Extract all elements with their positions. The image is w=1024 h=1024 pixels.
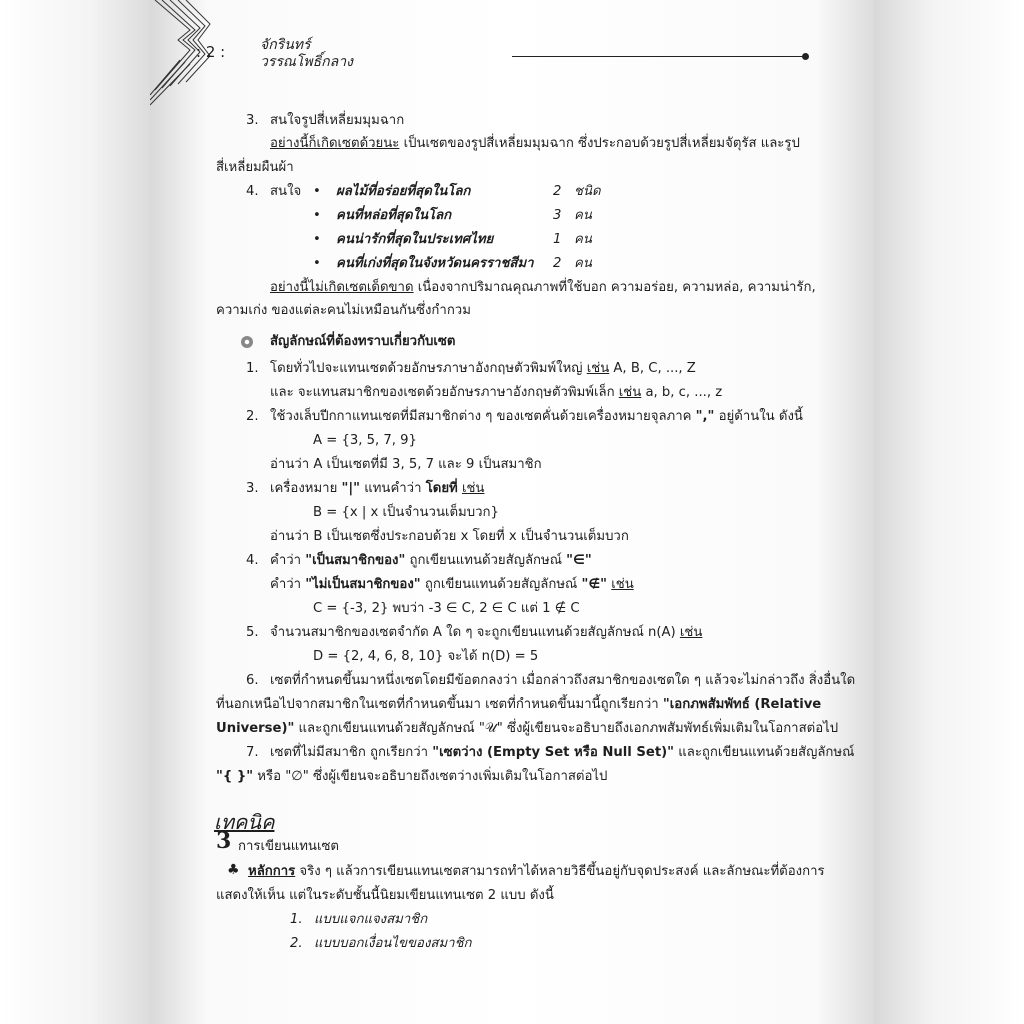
section-bullet-icon bbox=[241, 336, 253, 348]
symbol2-comma-symbol: "," bbox=[695, 409, 715, 424]
symbol4-line2-end: ถูกเขียนแทนด้วยสัญลักษณ์ bbox=[420, 577, 582, 592]
item3-expl-underlined: อย่างนี้ก็เกิดเซตด้วยนะ bbox=[270, 136, 400, 151]
symbol7-label: 7. bbox=[246, 745, 259, 760]
symbol2-line1-text: ใช้วงเล็บปีกกาแทนเซตที่มีสมาชิกต่าง ๆ ของเซตคั่นด้วยเครื่องหมายจุลภาค bbox=[270, 409, 696, 424]
item4-row3-bullet: • bbox=[313, 232, 321, 247]
item4-row3-unit: คน bbox=[574, 232, 592, 247]
symbol4-example: เช่น bbox=[611, 577, 634, 592]
symbol1-line1-text: โดยทั่วไปจะแทนเซตด้วยอักษรภาษาอังกฤษตัวพิมพ์ใหญ่ bbox=[270, 361, 587, 376]
item4-row4-num: 2 bbox=[553, 256, 562, 271]
item3-text: สนใจรูปสี่เหลี่ยมมุมฉาก bbox=[270, 113, 405, 128]
symbol7-line1-end: และถูกเขียนแทนด้วยสัญลักษณ์ bbox=[674, 745, 855, 760]
symbol2-reading: อ่านว่า A เป็นเซตที่มี 3, 5, 7 และ 9 เป็นสมาชิก bbox=[270, 457, 542, 472]
symbol2-line1-end: อยู่ด้านใน ดังนี้ bbox=[714, 409, 803, 424]
item4-row3-num: 1 bbox=[553, 232, 562, 247]
symbol6-line2-text: ที่นอกเหนือไปจากสมาชิกในเซตที่กำหนดขึ้นมา เซตที่กำหนดขึ้นมานี้ถูกเรียกว่า bbox=[216, 697, 663, 712]
technique-list2-label: 2. bbox=[290, 936, 303, 951]
technique-list1-text: แบบแจกแจงสมาชิก bbox=[314, 912, 428, 927]
symbol5-line1-text: จำนวนสมาชิกของเซตจำกัด A ใด ๆ จะถูกเขียนแทนด้วยสัญลักษณ์ n(A) bbox=[270, 625, 680, 640]
symbol7-line2 bbox=[216, 768, 607, 786]
symbol3-such-that: โดยที่ bbox=[425, 481, 458, 496]
symbol4-label: 4. bbox=[246, 553, 259, 568]
element-of-symbol: "∈" bbox=[566, 553, 592, 568]
symbol2-equation: A = {3, 5, 7, 9} bbox=[313, 433, 417, 448]
technique-paragraph-line2: แสดงให้เห็น แต่ในระดับชั้นนี้นิยมเขียนแทนเซต 2 แบบ ดังนี้ bbox=[216, 888, 554, 903]
symbol6-line3 bbox=[216, 720, 838, 738]
symbol6-line1: เซตที่กำหนดขึ้นมาหนึ่งเซตโดยมีข้อตกลงว่า เมื่อกล่าวถึงสมาชิกของเซตใด ๆ แล้วจะไม่กล่าวถึง สิ่งอื่นใด bbox=[270, 673, 856, 688]
item4-row2-unit: คน bbox=[574, 208, 592, 223]
principle-term: หลักการ bbox=[248, 864, 296, 879]
technique-title: เทคนิค bbox=[214, 810, 275, 834]
symbol6-line3-text: และถูกเขียนแทนด้วยสัญลักษณ์ "𝒰" ซึ่งผู้เขียนจะอธิบายถึงเอกภพสัมพัทธ์เพิ่มเติมในโอกาสต่อไป bbox=[294, 721, 839, 736]
item4-row1-text: ผลไม้ที่อร่อยที่สุดในโลก bbox=[336, 184, 471, 199]
symbol4-member-term: "เป็นสมาชิกของ" bbox=[305, 553, 406, 568]
item4-explanation bbox=[270, 279, 816, 297]
symbol3-line1 bbox=[270, 480, 484, 498]
author-line-2: วรรณโพธิ์กลาง bbox=[260, 54, 353, 70]
technique-paragraph bbox=[248, 863, 825, 881]
item4-row1-num: 2 bbox=[553, 184, 562, 199]
symbol5-label: 5. bbox=[246, 625, 259, 640]
symbol4-line1-text: คำว่า bbox=[270, 553, 306, 568]
item4-row3-text: คนน่ารักที่สุดในประเทศไทย bbox=[336, 232, 494, 247]
symbol7-line2-text: หรือ "∅" ซึ่งผู้เขียนจะอธิบายถึงเซตว่างเพิ่มเติมในโอกาสต่อไป bbox=[253, 769, 608, 784]
item4-expl-underlined: อย่างนี้ไม่เกิดเซตเด็ดขาด bbox=[270, 280, 414, 295]
item4-row4-bullet: • bbox=[313, 256, 321, 271]
symbol1-line1-end: A, B, C, ..., Z bbox=[609, 361, 696, 376]
item4-row2-num: 3 bbox=[553, 208, 562, 223]
author-line-1: จักรินทร์ bbox=[260, 37, 311, 53]
symbol1-line2-example: เช่น bbox=[618, 385, 642, 400]
item3-explanation-line2: สี่เหลี่ยมผืนผ้า bbox=[216, 160, 294, 175]
author-name bbox=[260, 37, 353, 71]
item4-expl-rest: เนื่องจากปริมาณคุณภาพที่ใช้บอก ความอร่อย, ความหล่อ, ความน่ารัก, bbox=[413, 280, 816, 295]
symbol7-line1 bbox=[270, 744, 854, 762]
item4-row2-text: คนที่หล่อที่สุดในโลก bbox=[336, 208, 452, 223]
technique-list2-text: แบบบอกเงื่อนไขของสมาชิก bbox=[314, 936, 472, 951]
symbol3-line1-text: เครื่องหมาย bbox=[270, 481, 342, 496]
item4-row4-text: คนที่เก่งที่สุดในจังหวัดนครราชสีมา bbox=[336, 256, 534, 271]
technique-list1-label: 1. bbox=[290, 912, 303, 927]
page-number: : 2 : bbox=[196, 43, 226, 61]
symbol3-reading: อ่านว่า B เป็นเซตซึ่งประกอบด้วย x โดยที่ x เป็นจำนวนเต็มบวก bbox=[270, 529, 629, 544]
right-margin bbox=[874, 0, 1024, 1024]
header-rule-dot bbox=[802, 53, 809, 60]
item4-row1-bullet: • bbox=[313, 184, 321, 199]
item4-row4-unit: คน bbox=[574, 256, 592, 271]
symbol4-not-member-term: "ไม่เป็นสมาชิกของ" bbox=[305, 577, 421, 592]
relative-universe-term-end: Universe)" bbox=[216, 721, 295, 736]
technique-number: 3 bbox=[216, 828, 232, 854]
symbol1-line2-text: และ จะแทนสมาชิกของเซตด้วยอักษรภาษาอังกฤษตัวพิมพ์เล็ก bbox=[270, 385, 619, 400]
symbol4-equation: C = {-3, 2} พบว่า -3 ∈ C, 2 ∈ C แต่ 1 ∉ C bbox=[313, 601, 580, 616]
technique-paragraph-text: จริง ๆ แล้วการเขียนแทนเซตสามารถทำได้หลายวิธีขึ้นอยู่กับจุดประสงค์ และลักษณะที่ต้องการ bbox=[295, 864, 825, 879]
item3-label: 3. bbox=[246, 113, 259, 128]
empty-set-term: "เซตว่าง (Empty Set หรือ Null Set)" bbox=[432, 745, 675, 760]
symbol3-bar-symbol: "|" bbox=[341, 481, 361, 496]
symbol1-label: 1. bbox=[246, 361, 259, 376]
symbol3-equation: B = {x | x เป็นจำนวนเต็มบวก} bbox=[313, 505, 499, 520]
item4-label: 4. bbox=[246, 184, 259, 199]
item4-lead: สนใจ bbox=[270, 184, 302, 199]
item3-expl-rest: เป็นเซตของรูปสี่เหลี่ยมมุมฉาก ซึ่งประกอบด้วยรูปสี่เหลี่ยมจัตุรัส และรูป bbox=[399, 136, 800, 151]
symbol1-line1 bbox=[270, 360, 696, 378]
symbol5-line1 bbox=[270, 624, 702, 642]
symbol1-line1-example: เช่น bbox=[586, 361, 610, 376]
left-margin bbox=[0, 0, 150, 1024]
header-rule bbox=[512, 56, 806, 57]
symbol4-line2 bbox=[270, 576, 634, 594]
symbol1-line2 bbox=[270, 384, 722, 402]
technique-subtitle: การเขียนแทนเซต bbox=[238, 839, 339, 854]
symbol7-line1-text: เซตที่ไม่มีสมาชิก ถูกเรียกว่า bbox=[270, 745, 433, 760]
symbol5-example: เช่น bbox=[679, 625, 703, 640]
not-element-of-symbol: "∉" bbox=[581, 577, 608, 592]
item4-row2-bullet: • bbox=[313, 208, 321, 223]
symbol3-line1-mid: แทนคำว่า bbox=[360, 481, 426, 496]
symbol6-label: 6. bbox=[246, 673, 259, 688]
symbol2-label: 2. bbox=[246, 409, 259, 424]
symbol3-example: เช่น bbox=[461, 481, 485, 496]
relative-universe-term: "เอกภพสัมพัทธ์ (Relative bbox=[662, 697, 822, 712]
item4-row1-unit: ชนิด bbox=[574, 184, 601, 199]
symbol2-line1 bbox=[270, 408, 803, 426]
symbol5-equation: D = {2, 4, 6, 8, 10} จะได้ n(D) = 5 bbox=[313, 649, 539, 664]
symbol3-label: 3. bbox=[246, 481, 259, 496]
symbol4-line2-text: คำว่า bbox=[270, 577, 306, 592]
symbol4-line1 bbox=[270, 552, 592, 570]
club-icon: ♣ bbox=[227, 862, 240, 878]
symbol6-line2 bbox=[216, 696, 821, 714]
item4-explanation-line2: ความเก่ง ของแต่ละคนไม่เหมือนกันซึ่งกำกวม bbox=[216, 303, 471, 318]
item3-explanation bbox=[270, 135, 800, 153]
symbol1-line2-end: a, b, c, ..., z bbox=[641, 385, 723, 400]
symbol4-line1-end: ถูกเขียนแทนด้วยสัญลักษณ์ bbox=[405, 553, 567, 568]
empty-braces-symbol: "{ }" bbox=[216, 769, 254, 784]
symbols-heading: สัญลักษณ์ที่ต้องทราบเกี่ยวกับเซต bbox=[270, 334, 456, 349]
